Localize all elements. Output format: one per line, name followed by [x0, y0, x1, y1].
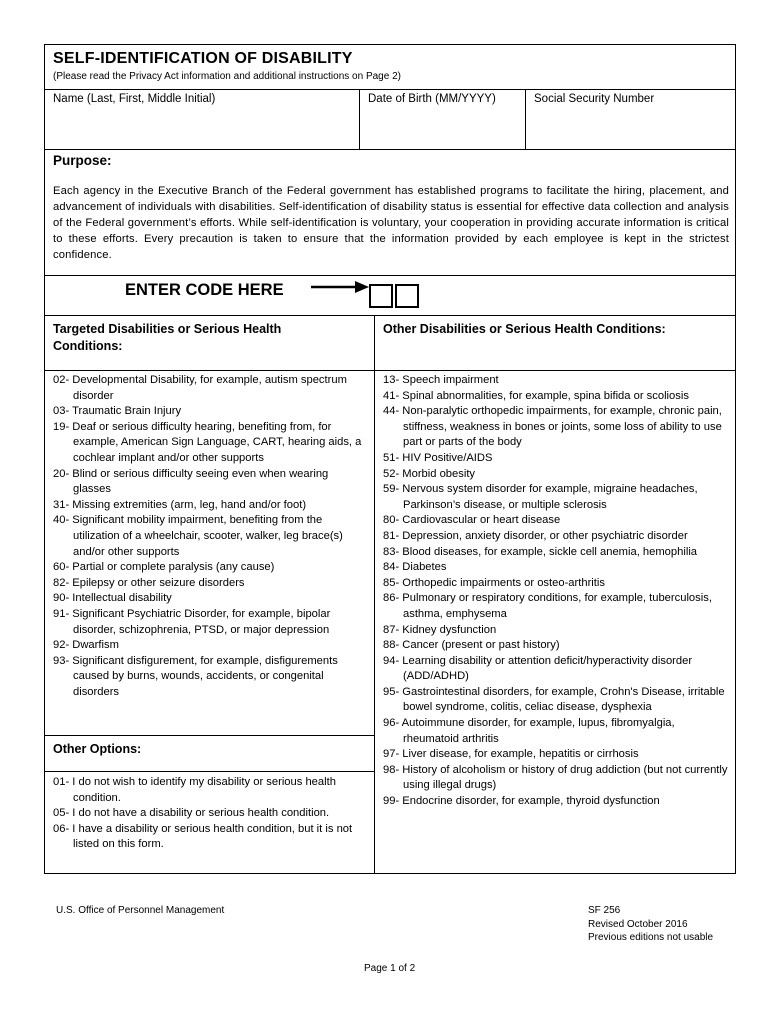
- list-item: 80- Cardiovascular or heart disease: [383, 514, 561, 527]
- list-item: 40- Significant mobility impairment, benefiting from the utilization of a wheelchair, scooter, walker, leg brace(s) and/or other supports: [53, 514, 343, 558]
- other-options-list: [53, 775, 369, 853]
- other-options-heading: Other Options:: [53, 742, 142, 756]
- other-disabilities-heading: Other Disabilities or Serious Health Conditions:: [383, 322, 666, 336]
- list-item: 98- History of alcoholism or history of drug addiction (but not currently using illegal drugs): [383, 763, 728, 792]
- date-of-birth-label: Date of Birth (MM/YYYY): [368, 93, 496, 105]
- targeted-disabilities-heading: Targeted Disabilities or Serious Health Conditions:: [53, 322, 282, 353]
- revised-date: Revised October 2016: [588, 918, 688, 930]
- list-item: 99- Endocrine disorder, for example, thyroid dysfunction: [383, 795, 660, 808]
- form-subtitle: (Please read the Privacy Act information and additional instructions on Page 2): [53, 71, 401, 82]
- list-item: 20- Blind or serious difficulty seeing even when wearing glasses: [53, 467, 329, 496]
- previous-editions-note: Previous editions not usable: [588, 932, 714, 943]
- purpose-text: Each agency in the Executive Branch of the Federal government has established programs to facilitate the hiring, placement, and advancement of individuals with disabilities. Self-identification of disability status is essential for effective data collection and analysis of the Federal government’s efforts. While self-identification is voluntary, your cooperation in providing accurate information is critical to these efforts. Every precaution is taken to ensure that the information provided by each employee is kept in the strictest confidence.: [53, 185, 729, 261]
- name-label: Name (Last, First, Middle Initial): [53, 93, 216, 105]
- list-item: 90- Intellectual disability: [53, 592, 172, 605]
- column-divider: [374, 315, 375, 874]
- form-title: SELF-IDENTIFICATION OF DISABILITY: [53, 50, 353, 67]
- form-number: SF 256: [588, 905, 621, 916]
- purpose-heading: Purpose:: [53, 153, 112, 168]
- list-item: 60- Partial or complete paralysis (any cause): [53, 561, 275, 574]
- list-item: 94- Learning disability or attention deficit/hyperactivity disorder (ADD/ADHD): [383, 654, 693, 683]
- list-item: 85- Orthopedic impairments or osteo-arthritis: [383, 576, 605, 589]
- list-item: 81- Depression, anxiety disorder, or other psychiatric disorder: [383, 529, 688, 542]
- list-item: 13- Speech impairment: [383, 374, 499, 386]
- list-item: 06- I have a disability or serious health condition, but it is not listed on this form.: [53, 822, 353, 851]
- list-item: 88- Cancer (present or past history): [383, 639, 560, 652]
- code-digit-1-input[interactable]: [369, 284, 393, 308]
- disability-form: [44, 44, 736, 874]
- list-item: 59- Nervous system disorder for example, migraine headaches, Parkinson’s disease, or multiple sclerosis: [383, 483, 698, 511]
- list-item: 44- Non-paralytic orthopedic impairments, for example, chronic pain, stiffness, weakness in bones or joints, some loss of ability to use part or parts of the body: [383, 405, 722, 449]
- enter-code-label: ENTER CODE HERE: [125, 281, 284, 299]
- list-item: 01- I do not wish to identify my disability or serious health condition.: [53, 776, 336, 804]
- other-disabilities-list: [383, 373, 731, 810]
- targeted-disabilities-list: [53, 373, 369, 700]
- ssn-field[interactable]: [526, 89, 735, 149]
- page-number: Page 1 of 2: [364, 963, 416, 974]
- list-item: 91- Significant Psychiatric Disorder, for example, bipolar disorder, schizophrenia, PTSD, or major depression: [53, 607, 331, 636]
- footer-form-info: [588, 904, 713, 945]
- list-item: 05- I do not have a disability or serious health condition.: [53, 807, 330, 820]
- divider: [45, 315, 735, 316]
- list-item: 86- Pulmonary or respiratory conditions, for example, tuberculosis, asthma, emphysema: [383, 592, 712, 620]
- list-item: 82- Epilepsy or other seizure disorders: [53, 576, 245, 589]
- list-item: 93- Significant disfigurement, for example, disfigurements caused by burns, wounds, accidents, or congenital disorders: [53, 654, 338, 698]
- code-digit-2-input[interactable]: [395, 284, 419, 308]
- divider: [45, 275, 735, 276]
- divider: [45, 149, 735, 150]
- divider: [45, 735, 374, 736]
- list-item: 87- Kidney dysfunction: [383, 623, 497, 636]
- list-item: 92- Dwarfism: [53, 639, 119, 652]
- list-item: 96- Autoimmune disorder, for example, lupus, fibromyalgia, rheumatoid arthritis: [383, 717, 675, 745]
- divider: [45, 771, 374, 772]
- date-of-birth-field[interactable]: [360, 89, 525, 149]
- name-field[interactable]: [45, 89, 359, 149]
- footer-agency: U.S. Office of Personnel Management: [56, 905, 225, 916]
- list-item: 41- Spinal abnormalities, for example, spina bifida or scoliosis: [383, 389, 689, 402]
- list-item: 97- Liver disease, for example, hepatitis or cirrhosis: [383, 748, 639, 761]
- list-item: 51- HIV Positive/AIDS: [383, 451, 493, 464]
- ssn-label: Social Security Number: [534, 93, 655, 105]
- arrow-right-icon: [309, 279, 371, 295]
- list-item: 31- Missing extremities (arm, leg, hand and/or foot): [53, 498, 307, 511]
- list-item: 19- Deaf or serious difficulty hearing, benefiting from, for example, American Sign Language, CART, hearing aids, a cochlear implant and/or other supports: [53, 420, 362, 464]
- divider: [45, 370, 735, 371]
- list-item: 03- Traumatic Brain Injury: [53, 405, 182, 418]
- list-item: 95- Gastrointestinal disorders, for example, Crohn's Disease, irritable bowel syndrome, colitis, celiac disease, dysphexia: [383, 685, 725, 714]
- list-item: 84- Diabetes: [383, 561, 447, 574]
- list-item: 02- Developmental Disability, for example, autism spectrum disorder: [53, 374, 347, 402]
- list-item: 52- Morbid obesity: [383, 467, 476, 480]
- list-item: 83- Blood diseases, for example, sickle cell anemia, hemophilia: [383, 545, 698, 558]
